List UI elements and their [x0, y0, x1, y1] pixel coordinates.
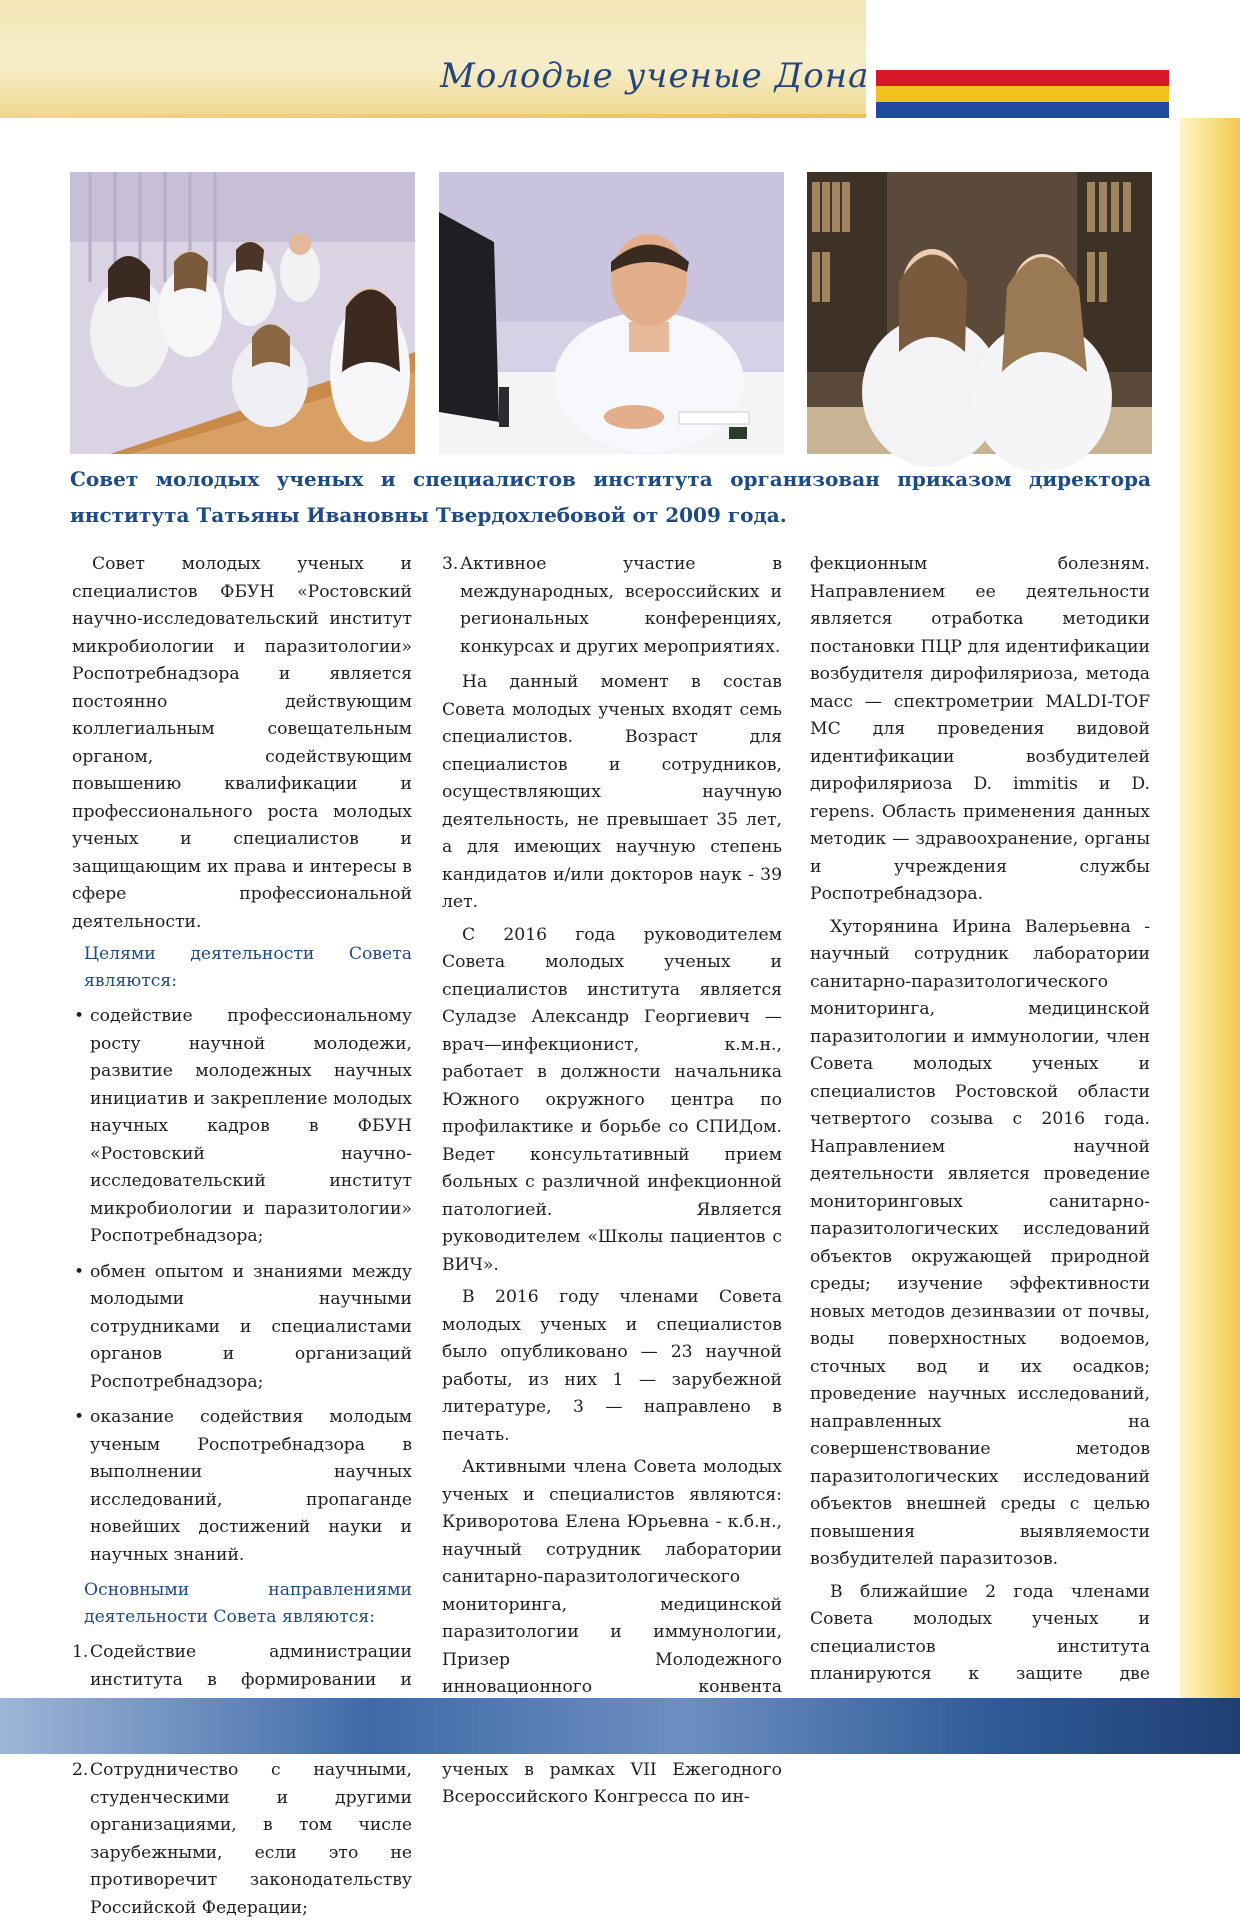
- khutoryanina-paragraph: Хуторянина Ирина Валерьевна - научный сотрудник лаборатории санитарно-паразитологического мониторинга, медицинской паразитологии и иммунологии, член Совета молодых ученых и специалистов Ростовской области четвертого созыва с 2016 года. Направлением научной деятельности является проведение мониторинговых санитарно-паразитологических исследований объектов окружающей природной среды; изучение эффективности новых методов дезинвазии от почвы, воды поверхностных водоемов, сточных вод и их осадков; проведение научных исследований, направленных на совершенствование методов паразитологических исследований объектов внешней среды с целью повышения выявляемости возбудителей паразитозов.: [810, 916, 1150, 1569]
- lead-paragraph: Совет молодых ученых и специалистов института организован приказом директора института Татьяны Ивановны Твердохлебовой от 2009 года.: [70, 467, 1151, 527]
- number-marker: 3.: [442, 554, 459, 574]
- directions-list: [72, 1639, 412, 1922]
- goal-text: оказание содействия молодым ученым Роспотребнадзора в выполнении научных исследований, пропаганде новейших достижений науки и научных знаний.: [90, 1407, 412, 1565]
- flag-stripe-blue: [876, 102, 1169, 118]
- direction-text: Сотрудничество с научными, студенческими и другими организациями, в том числе зарубежными, если это не противоречит законодательству Российской Федерации;: [90, 1760, 412, 1918]
- number-marker: 2.: [72, 1760, 89, 1780]
- goal-text: содействие профессиональному росту научной молодежи, развитие молодежных научных инициатив и закрепление молодых научных кадров в ФБУН «Ростовский научно-исследовательский институт микробиологии и паразитологии» Роспотребнадзора;: [90, 1006, 412, 1246]
- doctor-at-desk-photo: [439, 172, 784, 454]
- flag-stripe-yellow: [876, 86, 1169, 102]
- goals-list: [72, 1003, 412, 1569]
- footer-band: [0, 1698, 1240, 1754]
- decorative-rail: [1180, 118, 1240, 1698]
- list-item: [72, 1259, 412, 1397]
- flag-stripe-red: [876, 70, 1169, 86]
- number-marker: 1.: [72, 1642, 89, 1662]
- magazine-section-title: Молодые ученые Дона: [440, 56, 870, 96]
- article-column-3: [810, 551, 1150, 1749]
- goal-text: обмен опытом и знаниями между молодыми научными сотрудниками и специалистами органов и организаций Роспотребнадзора;: [90, 1261, 412, 1392]
- research-continuation-paragraph: фекционным болезням. Направлением ее деятельности является отработка методики постановки ПЦР для идентификации возбудителя дирофиляриоза, метода масс — спектрометрии MALDI-TOF MC для проведения видовой идентификации возбудителей дирофиляриоза D. immitis и D. repens. Область применения данных методик — здравоохранение, органы и учреждения службы Роспотребнадзора.: [810, 554, 1150, 904]
- active-members-paragraph: Активными члена Совета молодых ученых и специалистов являются: Криворотова Елена Юрьевна - к.б.н., научный сотрудник лаборатории санитарно-паразитологического мониторинга, медицинской паразитологии и иммунологии, Призер Молодежного инновационного конвента ученых в рамках VII Ежегодного Всероссийского Конгресса по ин-: [442, 1457, 782, 1807]
- list-item: [72, 1404, 412, 1569]
- publications-paragraph: В 2016 году членами Совета молодых ученых и специалистов было опубликовано — 23 научной работы, из них 1 — зарубежной литературе, 3 — направлено в печать.: [442, 1287, 782, 1445]
- bullet-marker: •: [74, 1261, 85, 1282]
- intro-paragraph: Совет молодых ученых и специалистов ФБУН «Ростовский научно-исследовательский институт микробиологии и паразитологии» Роспотребнадзора и является постоянно действующим коллегиальным совещательным органом, содействующим повышению квалификации и профессионального роста молодых ученых и специалистов и защищающим их права и интересы в сфере профессиональной деятельности.: [72, 554, 412, 932]
- directions-list-continued: [442, 551, 782, 661]
- plans-paragraph: В ближайшие 2 года членами Совета молодых ученых и специалистов института планируются к защите две: [810, 1581, 1150, 1684]
- list-item: [72, 1003, 412, 1251]
- don-flag: [876, 70, 1169, 118]
- direction-text: Активное участие в международных, всероссийских и региональных конференциях, конкурсах и других мероприятиях.: [460, 554, 782, 657]
- leader-paragraph: С 2016 года руководителем Совета молодых ученых и специалистов института является Суладзе Александр Георгиевич — врач—инфекционист, к.м.н., работает в должности начальника Южного окружного центра по профилактике и борьбе со СПИДом. Ведет консультативный прием больных с различной инфекционной патологией. Является руководителем «Школы пациентов с ВИЧ».: [442, 924, 782, 1275]
- two-researchers-photo: [807, 172, 1152, 454]
- list-item: [72, 1757, 412, 1922]
- list-item: [442, 551, 782, 661]
- directions-heading: Основными направлениями деятельности Совета являются:: [84, 1580, 412, 1627]
- direction-text: Содействие администрации института в формировании и: [90, 1642, 412, 1690]
- members-paragraph: На данный момент в состав Совета молодых ученых входят семь специалистов. Возраст для специалистов и сотрудников, осуществляющих научную деятельность, не превышает 35 лет, а для имеющих научную степень кандидатов и/или докторов наук - 39 лет.: [442, 672, 782, 912]
- meeting-photo: [70, 172, 415, 454]
- bullet-marker: •: [74, 1006, 85, 1026]
- article-column-2: [442, 551, 782, 1817]
- bullet-marker: •: [74, 1407, 85, 1427]
- goals-heading: Целями деятельности Совета являются:: [84, 944, 412, 991]
